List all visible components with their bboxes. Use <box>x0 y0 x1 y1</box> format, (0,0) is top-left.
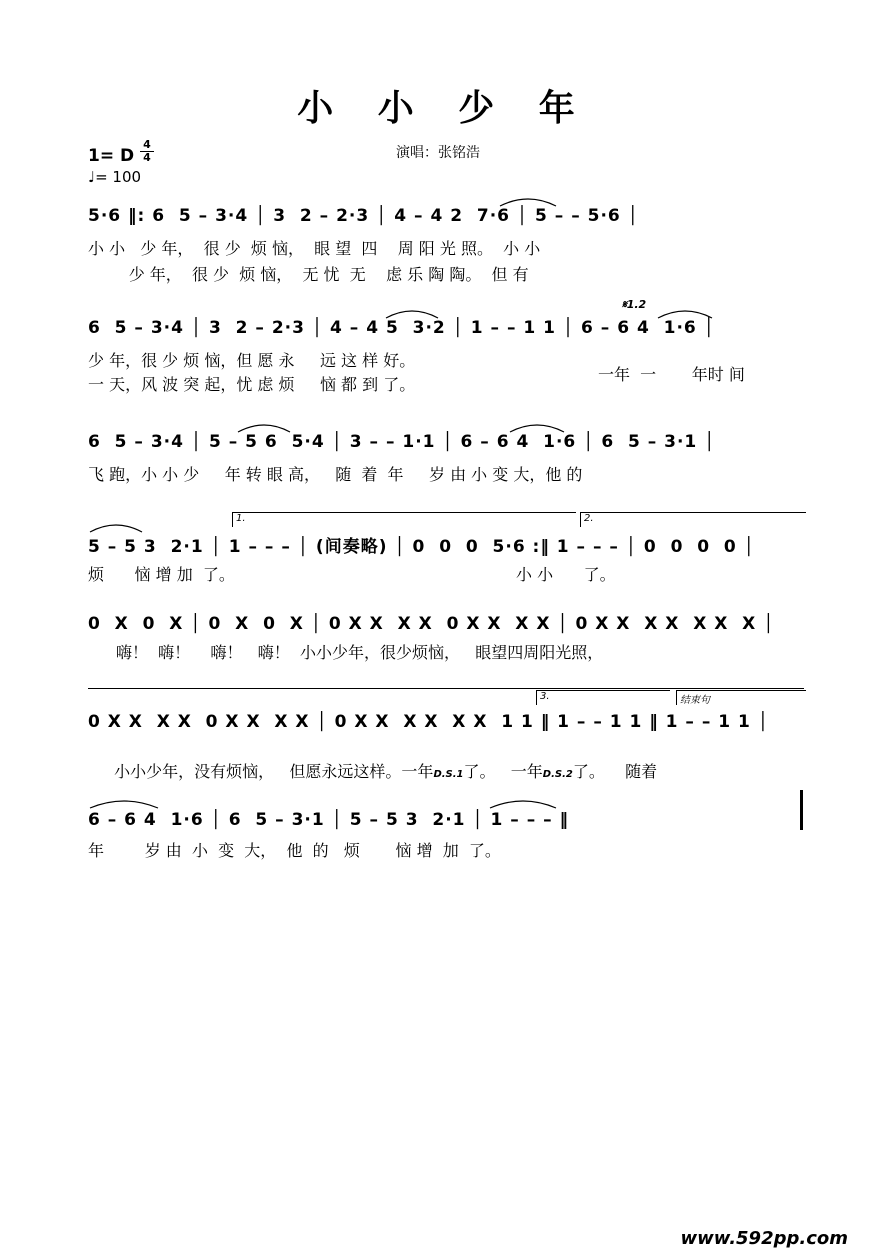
section-line <box>88 688 804 689</box>
ending-label: 结束句 <box>680 695 710 706</box>
score-row-6-notes: 0 X X X X 0 X X X X │ 0 X X X X X X 1 1 ‖ 1 – – 1 1 ‖ 1 – – 1 1 │ <box>88 712 769 732</box>
volta-bracket-1 <box>232 512 576 527</box>
volta-bracket-3 <box>536 690 670 705</box>
lyrics-part-b: 了。 一年 <box>463 762 543 781</box>
score-row-1-lyrics-verse2: 少 年， 很 少 烦 恼， 无 忧 无 虑 乐 陶 陶。 但 有 <box>88 265 529 284</box>
tempo-mark: ♩= 100 <box>88 168 142 186</box>
score-row-2-lyrics-shared: 一年 一 年时 间 <box>598 365 745 384</box>
song-title: 小 小 少 年 <box>297 87 591 129</box>
segno-mark: 𝄋1.2 <box>622 298 647 311</box>
key-signature: 1= D <box>88 146 135 166</box>
time-signature <box>140 140 154 163</box>
score-row-4-notes: 5 – 5 3 2·1 │ 1 – – – │ (间奏略) │ 0 0 0 5·6 :‖ 1 – – – │ 0 0 0 0 │ <box>88 537 755 557</box>
ds1-mark: D.S.1 <box>433 769 464 780</box>
slur-mark <box>656 308 714 320</box>
lyrics-part-a: 小小少年，没有烦恼， 但愿永远这样。一年 <box>114 762 434 781</box>
time-bottom: 4 <box>143 151 151 164</box>
ds2-mark: D.S.2 <box>542 769 573 780</box>
score-row-3-notes: 6 5 – 3·4 │ 5 – 5 6 5·4 │ 3 – – 1·1 │ 6 – 6 4 1·6 │ 6 5 – 3·1 │ <box>88 432 716 452</box>
score-row-1-lyrics-verse1: 小 小 少 年， 很 少 烦 恼， 眼 望 四 周 阳 光 照。 小 小 <box>88 239 541 258</box>
final-barline <box>800 790 803 830</box>
score-row-1-notes: 5·6 ‖: 6 5 – 3·4 │ 3 2 – 2·3 │ 4 – 4 2 7·6 │ 5 – – 5·6 │ <box>88 206 639 226</box>
volta-3-label: 3. <box>540 691 550 702</box>
score-row-2-notes: 6 5 – 3·4 │ 3 2 – 2·3 │ 4 – 4 5 3·2 │ 1 – – 1 1 │ 6 – 6 4 1·6 │ <box>88 318 715 338</box>
ending-bracket <box>676 690 806 705</box>
slur-mark <box>508 422 566 434</box>
volta-bracket-2 <box>580 512 806 527</box>
volta-1-label: 1. <box>236 513 246 524</box>
singer-credit: 演唱：张铭浩 <box>396 145 480 161</box>
slur-mark <box>236 422 292 434</box>
score-row-2-lyrics-verse1: 少 年，很 少 烦 恼，但 愿 永 远 这 样 好。 <box>88 351 416 370</box>
score-row-3-lyrics: 飞 跑，小 小 少 年 转 眼 高， 随 着 年 岁 由 小 变 大，他 的 <box>88 465 583 484</box>
score-row-7-notes: 6 – 6 4 1·6 │ 6 5 – 3·1 │ 5 – 5 3 2·1 │ 1 – – – ‖ <box>88 810 570 830</box>
score-row-4-lyrics-verse1: 烦 恼 增 加 了。 <box>88 565 235 584</box>
slur-mark <box>88 522 144 534</box>
slur-mark <box>384 308 440 320</box>
score-row-7-lyrics: 年 岁 由 小 变 大， 他 的 烦 恼 增 加 了。 <box>88 841 501 860</box>
time-top: 4 <box>143 138 151 151</box>
score-row-6-lyrics <box>104 740 657 782</box>
slur-mark <box>88 798 160 810</box>
score-row-4-lyrics-verse2: 小 小 了。 <box>516 565 616 584</box>
watermark: www.592pp.com <box>680 1228 848 1249</box>
slur-mark <box>498 196 558 208</box>
score-row-5-lyrics: 嗨！ 嗨！ 嗨！ 嗨！ 小小少年，很少烦恼， 眼望四周阳光照， <box>116 643 604 662</box>
score-row-2-lyrics-verse2: 一 天，风 波 突 起，忧 虑 烦 恼 都 到 了。 <box>88 375 416 394</box>
lyrics-part-c: 了。 随着 <box>572 762 658 781</box>
slur-mark <box>488 798 558 810</box>
score-row-5-notes: 0 X 0 X │ 0 X 0 X │ 0 X X X X 0 X X X X │ 0 X X X X X X X │ <box>88 614 775 634</box>
volta-2-label: 2. <box>584 513 594 524</box>
